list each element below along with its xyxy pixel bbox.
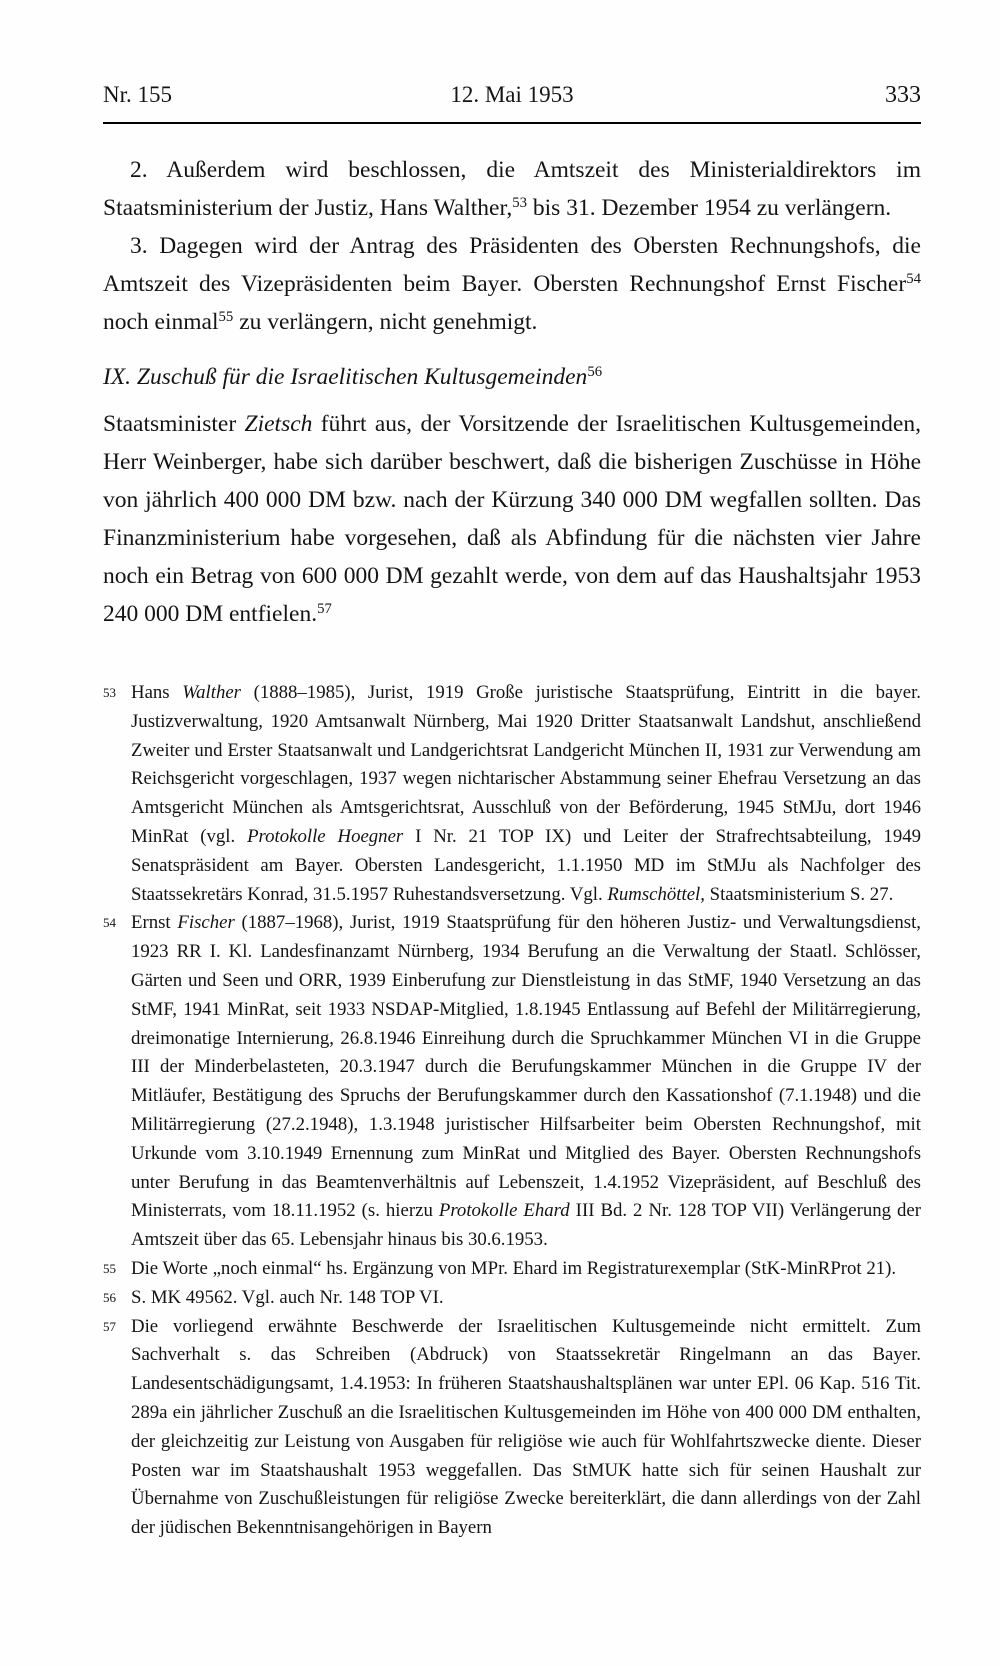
footnote-text: Die Worte „noch einmal“ hs. Ergänzung von MPr. Ehard im Registraturexemplar (StK-MinRProt 21). (131, 1257, 897, 1279)
footnote-53 (103, 679, 921, 909)
header-document-number: Nr. 155 (103, 82, 172, 107)
paragraph-3: 3. Dagegen wird der Antrag des Präsidenten des Obersten Rechnungshofs, die Amtszeit des Vizepräsidenten beim Bayer. Obersten Rechnungshof Ernst Fischer$^{54}$ noch einmal$^{55}$ zu verlängern, nicht genehmigt. (103, 233, 921, 335)
footnote-number: 53 (103, 685, 116, 700)
footnote-text: Ernst Fischer (1887–1968), Jurist, 1919 Staatsprüfung für den höheren Justiz- und Verwaltungsdienst, 1923 RR I. Kl. Landesfinanzamt Nürnberg, 1934 Berufung an die Verwaltung der Staatl. Schlösser, Gärten und Seen und ORR, 1939 Einberufung zur Dienstleistung in das StMF, 1940 Versetzung an das StMF, 1941 MinRat, seit 1933 NSDAP-Mitglied, 1.8.1945 Entlassung auf Befehl der Militärregierung, dreimonatige Internierung, 26.8.1946 Einreihung durch die Spruchkammer München VI in die Gruppe III der Minderbelasteten, 20.3.1947 durch die Berufungskammer München in die Gruppe IV der Mitläufer, Bestätigung des Spruchs der Berufungskammer durch den Kassationshof (7.1.1948) und die Militärregierung (27.2.1948), 1.3.1948 juristischer Hilfsarbeiter beim Obersten Rechnungshof, mit Urkunde vom 3.10.1949 Ernennung zum MinRat und Mitglied des Bayer. Obersten Rechnungshofs unter Berufung in das Beamtenverhältnis auf Lebenszeit, 1.4.1952 Vizepräsident, auf Beschluß des Ministerrats, vom 18.11.1952 (s. hierzu Protokolle Ehard III Bd. 2 Nr. 128 TOP VII) Verlängerung der Amtszeit über das 65. Lebensjahr hinaus bis 30.6.1953. (131, 912, 921, 1251)
footnote-56 (103, 1284, 921, 1313)
footnote-number: 57 (103, 1318, 116, 1334)
footnote-text: Die vorliegend erwähnte Beschwerde der Israelitischen Kultusgemeinde nicht ermittelt. Zum Sachverhalt s. das Schreiben (Abdruck) von Staatssekretär Ringelmann an das Bayer. Landesentschädigungsamt, 1.4.1953: In früheren Staatshaushaltsplänen war unter EPl. 06 Kap. 516 Tit. 289a ein jährlicher Zuschuß an die Israelitischen Kultusgemeinden im Höhe von 400 000 DM enthalten, der gleichzeitig zur Leistung von Ausgaben für religiöse wie auch für Wohlfahrtszwecke diente. Dieser Posten war im Staatshaushalt 1953 weggefallen. Das StMUK hatte sich für seinen Haushalt zur Übernahme von Zuschußleistungen für religiöse Zwecke bereiterklärt, die dann allerdings von der Zahl der jüdischen Bekenntnisangehörigen in Bayern (131, 1315, 921, 1539)
footnote-55 (103, 1255, 921, 1284)
header-date: 12. Mai 1953 (450, 82, 574, 107)
footnote-number: 56 (103, 1289, 116, 1305)
page-content (103, 82, 921, 1543)
page-header (103, 82, 921, 124)
footnote-text: Hans Walther (1888–1985), Jurist, 1919 Große juristische Staatsprüfung, Eintritt in die bayer. Justizverwaltung, 1920 Amtsanwalt Nürnberg, Mai 1920 Dritter Staatsanwalt Landshut, anschließend Zweiter und Erster Staatsanwalt und Landgerichtsrat Landgericht München II, 1931 zur Verwendung am Reichsgericht vorgeschlagen, 1937 wegen nichtarischer Abstammung seiner Ehefrau Versetzung an das Amtsgericht München als Amtsgerichtsrat, Ausschluß von der Beförderung, 1945 StMJu, dort 1946 MinRat (vgl. Protokolle Hoegner I Nr. 21 TOP IX) und Leiter der Strafrechtsabteilung, 1949 Senatspräsident am Bayer. Obersten Landesgericht, 1.1.1950 MD im StMJu als Nachfolger des Staatssekretärs Konrad, 31.5.1957 Ruhestandsversetzung. Vgl. Rumschöttel, Staatsministerium S. 27. (131, 682, 921, 905)
footnote-54 (103, 909, 921, 1255)
footnotes-section (103, 679, 921, 1543)
header-page-number: 333 (885, 82, 922, 108)
footnote-57 (103, 1313, 921, 1543)
body-text (103, 151, 921, 633)
footnote-text: S. MK 49562. Vgl. auch Nr. 148 TOP VI. (131, 1286, 444, 1308)
section-heading-ix: IX. Zuschuß für die Israelitischen Kultusgemeinden$^{56}$ (103, 363, 603, 390)
footnote-number: 54 (103, 915, 116, 931)
paragraph-2: 2. Außerdem wird beschlossen, die Amtszeit des Ministerialdirektors im Staatsministerium der Justiz, Hans Walther,$^{53}$ bis 31. Dezember 1954 zu verlängern. (103, 157, 921, 221)
paragraph-zietsch: Staatsminister Zietsch führt aus, der Vorsitzende der Israelitischen Kultusgemeinden, Herr Weinberger, habe sich darüber beschwert, daß die bisherigen Zuschüsse in Höhe von jährlich 400 000 DM bzw. nach der Kürzung 340 000 DM wegfallen sollten. Das Finanzministerium habe vorgesehen, daß als Abfindung für die nächsten vier Jahre noch ein Betrag von 600 000 DM gezahlt werde, von dem auf das Haushaltsjahr 1953 240 000 DM entfielen.$^{57}$ (103, 411, 921, 627)
footnote-number: 55 (103, 1260, 116, 1276)
